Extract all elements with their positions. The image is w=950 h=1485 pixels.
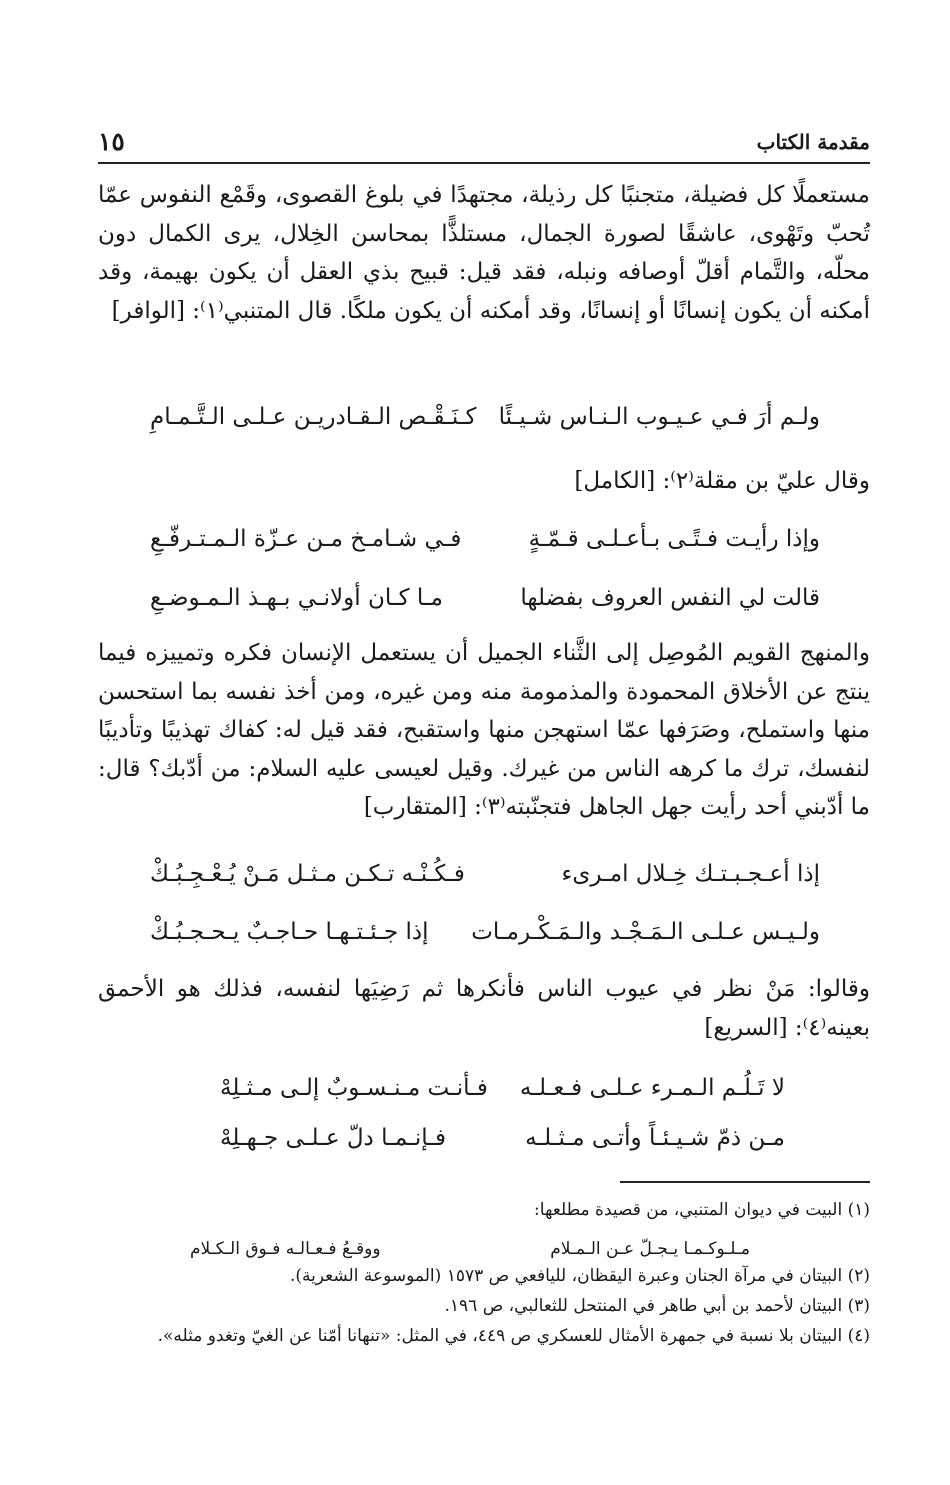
verse-second-hemistich: فـكُـنْـه تـكـن مـثـل مَـنْ يُـعْـجِـبُـكْ bbox=[150, 861, 465, 887]
footnote-verse bbox=[190, 1234, 750, 1264]
verse-second-hemistich: إذا جـئـتـهـا حـاجـبٌ يـحـجـبُـكْ bbox=[150, 919, 429, 945]
footnote-2: (٢) البيتان في مرآة الجنان وعبرة اليقظان، لليافعي ص ١٥٧٣ (الموسوعة الشعرية). bbox=[289, 1266, 870, 1286]
verse-first-hemistich: قالت لي النفس العروف بفضلها bbox=[520, 585, 820, 611]
paragraph-they-said: وقالوا: مَنْ نظر في عيوب الناس فأنكرها ثم رَضِيَها لنفسه، فذلك هو الأحمق بعينه⁽٤⁾: [السريع] bbox=[98, 976, 870, 1041]
verse-first-hemistich: مـن ذمّ شـيـئـاً وأتـى مـثـلـه bbox=[525, 1125, 785, 1151]
verse-line bbox=[220, 1113, 785, 1163]
paragraph-straight-path: والمنهج القويم المُوصِل إلى الثَّناء الجميل أن يستعمل الإنسان فكره وتمييزه فيما ينتج عن الأخلاق المحمودة والمذمومة منه ومن غيره، ومن أخذ نفسه بما استحسن منها واستملح، وصَرَفها عمّا استهجن منها واستقبح، فقد قيل له: كفاك تهذيبًا وتأديبًا لنفسك، ترك ما كرهه الناس من غيرك. وقيل لعيسى عليه السلام: من أدّبك؟ قال: ما أدّبني أحد رأيت جهل الجاهل فتجنّبته⁽٣⁾: [المتقارب] bbox=[98, 640, 870, 820]
verse-first-hemistich: ولـم أرَ فـي عـيـوب الـنـاس شـيـئًا bbox=[498, 404, 820, 430]
verse-line bbox=[150, 907, 820, 957]
verse-line bbox=[150, 514, 820, 564]
paragraph-ibn-muqla-intro: وقال عليّ بن مقلة⁽٢⁾: [الكامل] bbox=[574, 468, 870, 494]
verse-first-hemistich: لا تَـلُـم الـمـرء عـلـى فـعـلـه bbox=[519, 1075, 785, 1101]
verse-line bbox=[150, 573, 820, 623]
verse-first-hemistich: ولـيـس عـلـى الـمَـجْـد والـمَـكْـرمـات bbox=[471, 919, 820, 945]
footnote-verse-second-hemistich: ووقـعُ فـعـالـه فـوق الـكـلام bbox=[190, 1239, 381, 1259]
verse-line bbox=[150, 392, 820, 442]
footnote-verse-first-hemistich: مـلـوكـمـا يـجـلّ عـن الـمـلام bbox=[550, 1239, 750, 1259]
verse-second-hemistich: كـنَـقْـص الـقـادريـن عـلـى الـتَّـمـامِ bbox=[150, 404, 477, 430]
footnote-1: (١) البيت في ديوان المتنبي، من قصيدة مطلعها: bbox=[534, 1200, 870, 1220]
verse-first-hemistich: إذا أعـجـبـتـك خِـلال امـرىء bbox=[561, 861, 820, 887]
paragraph-intro: مستعملًا كل فضيلة، متجنبًا كل رذيلة، مجتهدًا في بلوغ القصوى، وقَمْع النفوس عمّا تُحبّ وتَهْوى، عاشقًا لصورة الجمال، مستلذًّا بمحاسن الخِلال، يرى الكمال دون محلّه، والتَّمام أقلّ أوصافه ونبله، فقد قيل: قبيح بذي العقل أن يكون بهيمة، وقد أمكنه أن يكون إنسانًا أو إنسانًا، وقد أمكنه أن يكون ملكًا. قال المتنبي⁽١⁾: [الوافر] bbox=[98, 182, 870, 324]
verse-second-hemistich: فـأنـت مـنـسـوبٌ إلـى مـثـلِهْ bbox=[220, 1075, 488, 1101]
verse-line bbox=[220, 1063, 785, 1113]
page-number: ١٥ bbox=[98, 127, 125, 156]
footnote-4: (٤) البيتان بلا نسبة في جمهرة الأمثال للعسكري ص ٤٤٩، في المثل: «تنهانا أمّنا عن الغيّ وتغدو مثله». bbox=[157, 1326, 870, 1346]
footnote-separator bbox=[620, 1181, 870, 1183]
verse-line bbox=[150, 849, 820, 899]
verse-second-hemistich: فـي شـامـخ مـن عـزّة الـمـتـرفّـعِ bbox=[150, 526, 462, 552]
page-header bbox=[98, 118, 870, 164]
running-title: مقدمة الكتاب bbox=[756, 130, 870, 154]
verse-second-hemistich: مـا كـان أولانـي بـهـذ الـمـوضـعِ bbox=[150, 585, 443, 611]
footnote-3: (٣) البيتان لأحمد بن أبي طاهر في المنتحل للثعالبي، ص ١٩٦. bbox=[444, 1296, 870, 1316]
verse-second-hemistich: فـإنـمـا دلّ عـلـى جـهـلِهْ bbox=[220, 1125, 447, 1151]
verse-first-hemistich: وإذا رأيـت فـتًـى بـأعـلـى قـمّـةٍ bbox=[528, 526, 820, 552]
